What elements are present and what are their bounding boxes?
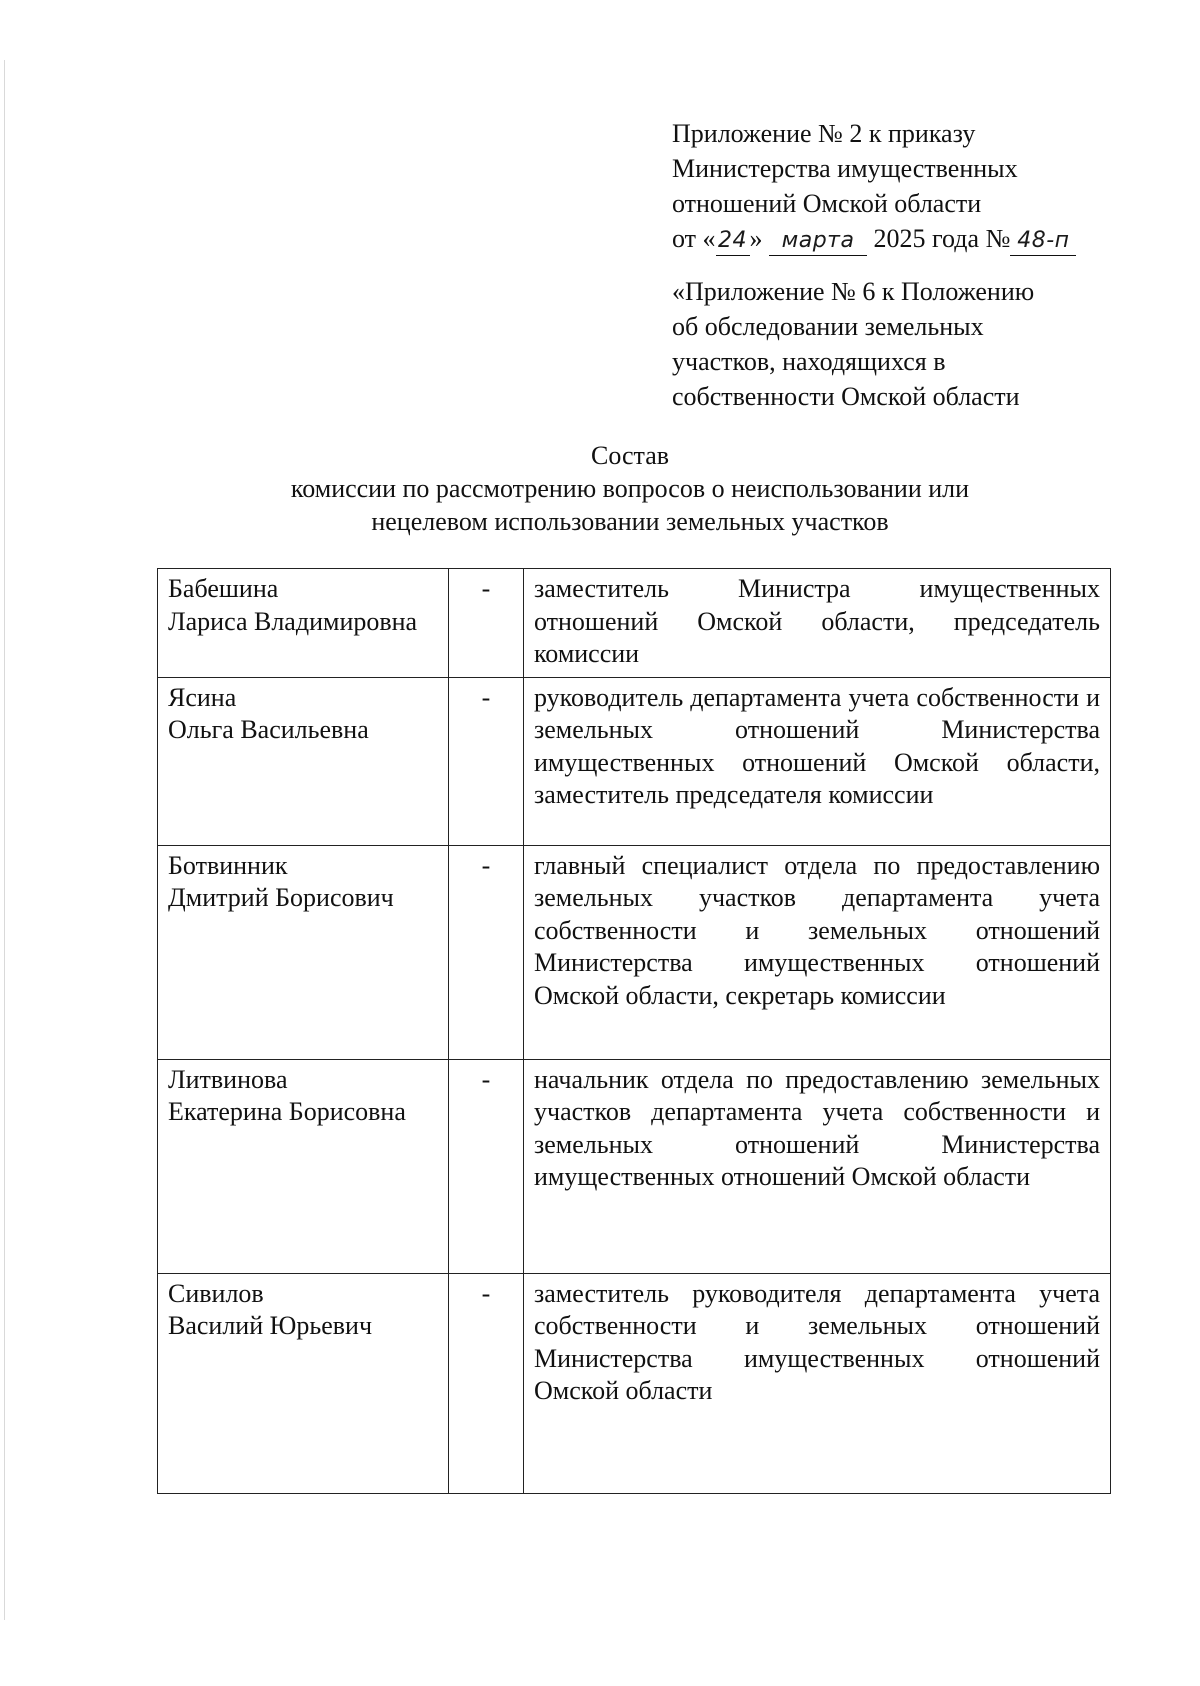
dash-cell: - (449, 1273, 524, 1493)
heading-title: Состав (590, 441, 670, 470)
member-given-names: Екатерина Борисовна (168, 1097, 406, 1126)
scan-edge-mark (4, 60, 5, 1620)
member-name-cell (158, 569, 449, 678)
table-row (158, 677, 1111, 845)
regulation-line-1: «Приложение № 6 к Положению (672, 277, 1035, 306)
regulation-appendix-header (672, 274, 1112, 414)
table-row (158, 569, 1111, 678)
dash-cell: - (449, 1059, 524, 1273)
member-surname: Ботвинник (168, 850, 288, 880)
member-surname: Литвинова (168, 1064, 288, 1094)
date-prefix: от « (672, 224, 716, 253)
member-name-cell (158, 1059, 449, 1273)
member-given-names: Василий Юрьевич (168, 1311, 373, 1340)
appendix-line-3: отношений Омской области (672, 189, 982, 218)
member-role-cell: главный специалист отдела по предоставлению земельных участков департамента учета собственности и земельных отношений Министерства имущественных отношений Омской области, секретарь комиссии (524, 845, 1111, 1059)
member-name-cell (158, 1273, 449, 1493)
heading-line-3: нецелевом использовании земельных участков (371, 507, 889, 536)
member-given-names: Дмитрий Борисович (168, 883, 394, 912)
table-row (158, 845, 1111, 1059)
member-surname: Бабешина (168, 574, 279, 603)
order-number-handwritten: 48-п (1010, 227, 1076, 256)
regulation-line-3: участков, находящихся в (672, 347, 946, 376)
member-role-cell: руководитель департамента учета собственности и земельных отношений Министерства имущественных отношений Омской области, заместитель председателя комиссии (524, 677, 1111, 845)
member-role-cell: начальник отдела по предоставлению земельных участков департамента учета собственности и земельных отношений Министерства имущественных отношений Омской области (524, 1059, 1111, 1273)
member-role-cell: заместитель руководителя департамента учета собственности и земельных отношений Министерства имущественных отношений Омской области (524, 1273, 1111, 1493)
dash-cell: - (449, 845, 524, 1059)
document-heading (140, 439, 1120, 538)
table-row (158, 1059, 1111, 1273)
appendix-header (672, 116, 1112, 256)
appendix-date-line (672, 221, 1112, 256)
member-given-names: Ольга Васильевна (168, 715, 369, 744)
date-year-text: 2025 года № (873, 224, 1011, 253)
dash-cell: - (449, 569, 524, 678)
date-month-handwritten: марта (769, 227, 867, 256)
appendix-line-2: Министерства имущественных (672, 154, 1018, 183)
appendix-line-1: Приложение № 2 к приказу (672, 119, 976, 148)
member-surname: Сивилов (168, 1278, 264, 1308)
member-role-cell: заместитель Министра имущественных отношений Омской области, председатель комиссии (524, 569, 1111, 678)
member-given-names: Лариса Владимировна (168, 606, 418, 636)
dash-cell: - (449, 677, 524, 845)
heading-line-2: комиссии по рассмотрению вопросов о неиспользовании или (290, 474, 970, 503)
commission-members-table (157, 568, 1111, 1494)
member-name-cell (158, 845, 449, 1059)
member-name-cell (158, 677, 449, 845)
regulation-line-2: об обследовании земельных (672, 312, 984, 341)
table-row (158, 1273, 1111, 1493)
member-surname: Ясина (168, 682, 237, 712)
date-day-handwritten: 24 (716, 227, 750, 256)
regulation-line-4: собственности Омской области (672, 382, 1020, 411)
date-mid: » (749, 224, 763, 253)
